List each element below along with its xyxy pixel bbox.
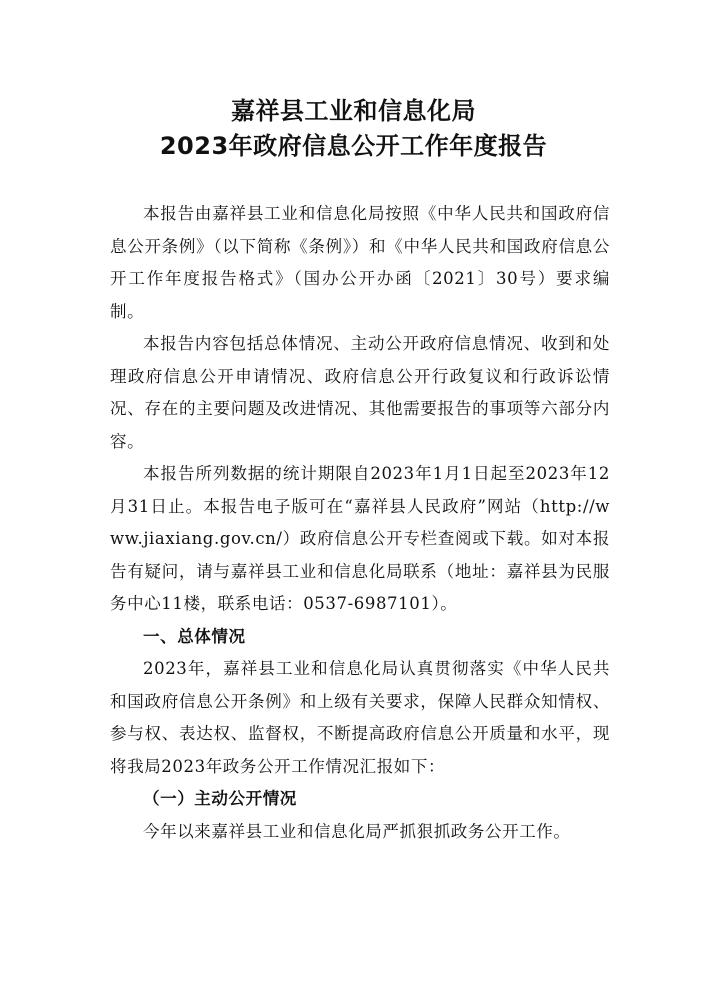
intro-paragraph-basis: 本报告由嘉祥县工业和信息化局按照《中华人民共和国政府信息公开条例》（以下简称《条例》）和《中华人民共和国政府信息公开工作年度报告格式》（国办公开办函〔2021〕30号）要求编制。 [110, 204, 610, 321]
intro-paragraph-period: 本报告所列数据的统计期限自2023年1月1日起至2023年12月31日止。本报告电子版可在“嘉祥县人民政府”网站（http://www.jiaxiang.gov.cn/）政府信息公开专栏查阅或下载。如对本报告有疑问，请与嘉祥县工业和信息化局联系（地址：嘉祥县为民服务中心11楼，联系电话：0537-6987101）。 [110, 464, 610, 613]
subsection-heading-active-disclosure: （一）主动公开情况 [143, 789, 297, 808]
overview-paragraph: 2023年，嘉祥县工业和信息化局认真贯彻落实《中华人民共和国政府信息公开条例》和上级有关要求，保障人民群众知情权、参与权、表达权、监督权，不断提高政府信息公开质量和水平，现将我局2023年政务公开工作情况汇报如下： [110, 659, 610, 776]
document-title-line2: 2023年政府信息公开工作年度报告 [159, 132, 548, 160]
document-title-line1: 嘉祥县工业和信息化局 [231, 97, 476, 125]
section-heading-overview: 一、总体情况 [143, 626, 246, 646]
active-disclosure-paragraph: 今年以来嘉祥县工业和信息化局严抓狠抓政务公开工作。 [143, 821, 571, 841]
document-body [110, 198, 610, 848]
intro-paragraph-contents: 本报告内容包括总体情况、主动公开政府信息情况、收到和处理政府信息公开申请情况、政府信息公开行政复议和行政诉讼情况、存在的主要问题及改进情况、其他需要报告的事项等六部分内容。 [110, 334, 610, 451]
